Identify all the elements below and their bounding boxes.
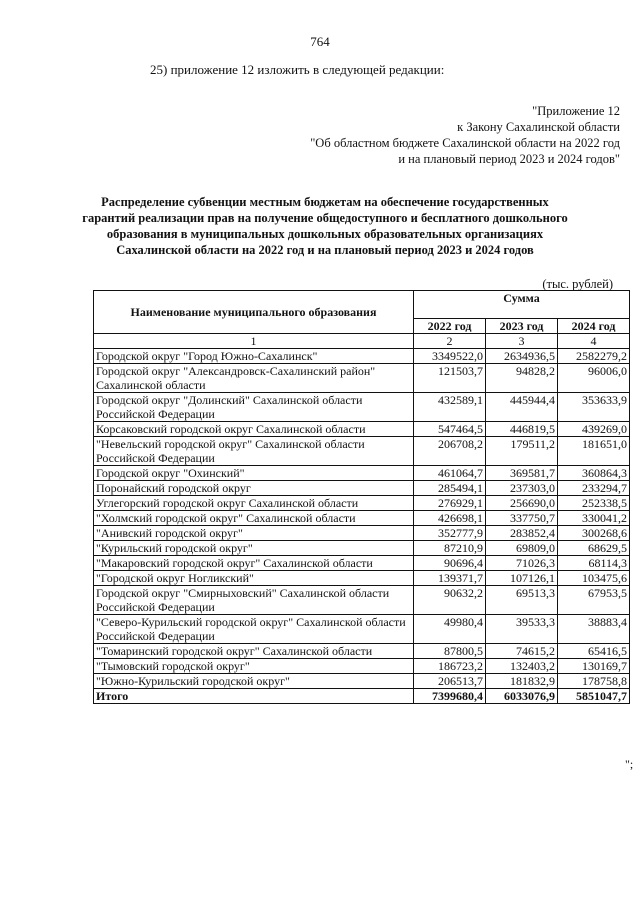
- header-municipality: Наименование муниципального образования: [94, 291, 414, 334]
- value-2024: 103475,6: [558, 571, 630, 586]
- closing-quote: ";: [625, 757, 634, 771]
- value-2023: 283852,4: [486, 526, 558, 541]
- municipality-name: Городской округ "Город Южно-Сахалинск": [94, 349, 414, 364]
- header-year-2022: 2022 год: [414, 319, 486, 334]
- value-2023: 94828,2: [486, 364, 558, 393]
- value-2022: 206513,7: [414, 674, 486, 689]
- municipality-name: "Макаровский городской округ" Сахалинской области: [94, 556, 414, 571]
- table-row: [94, 511, 630, 526]
- value-2022: 121503,7: [414, 364, 486, 393]
- value-2022: 432589,1: [414, 393, 486, 422]
- municipality-name: "Холмский городской округ" Сахалинской области: [94, 511, 414, 526]
- value-2024: 38883,4: [558, 615, 630, 644]
- column-number: 2: [414, 334, 486, 349]
- appendix-line-1: "Приложение 12: [532, 104, 620, 118]
- value-2022: 547464,5: [414, 422, 486, 437]
- value-2023: 369581,7: [486, 466, 558, 481]
- title-line-4: Сахалинской области на 2022 год и на плановый период 2023 и 2024 годов: [116, 243, 534, 257]
- municipality-name: "Тымовский городской округ": [94, 659, 414, 674]
- value-2023: 445944,4: [486, 393, 558, 422]
- value-2024: 233294,7: [558, 481, 630, 496]
- value-2024: 2582279,2: [558, 349, 630, 364]
- column-number: 3: [486, 334, 558, 349]
- municipality-name: Городской округ "Смирныховский" Сахалинской области Российской Федерации: [94, 586, 414, 615]
- title-line-1: Распределение субвенции местным бюджетам на обеспечение государственных: [101, 195, 549, 209]
- value-2024: 439269,0: [558, 422, 630, 437]
- intro-text: 25) приложение 12 изложить в следующей редакции:: [150, 62, 445, 77]
- municipality-name: "Анивский городской округ": [94, 526, 414, 541]
- municipality-name: "Томаринский городской округ" Сахалинской области: [94, 644, 414, 659]
- value-2023: 256690,0: [486, 496, 558, 511]
- value-2024: 96006,0: [558, 364, 630, 393]
- value-2022: 352777,9: [414, 526, 486, 541]
- header-sum: Сумма: [414, 291, 630, 319]
- value-2023: 74615,2: [486, 644, 558, 659]
- value-2022: 90632,2: [414, 586, 486, 615]
- value-2023: 179511,2: [486, 437, 558, 466]
- column-number: 4: [558, 334, 630, 349]
- municipality-name: Корсаковский городской округ Сахалинской области: [94, 422, 414, 437]
- value-2024: 300268,6: [558, 526, 630, 541]
- table-row: [94, 364, 630, 393]
- value-2023: 107126,1: [486, 571, 558, 586]
- table-row: [94, 556, 630, 571]
- value-2023: 69809,0: [486, 541, 558, 556]
- municipality-name: "Северо-Курильский городской округ" Сахалинской области Российской Федерации: [94, 615, 414, 644]
- value-2022: 285494,1: [414, 481, 486, 496]
- total-2022: 7399680,4: [414, 689, 486, 704]
- table-body: [94, 349, 630, 689]
- value-2023: 39533,3: [486, 615, 558, 644]
- value-2023: 69513,3: [486, 586, 558, 615]
- value-2022: 139371,7: [414, 571, 486, 586]
- value-2024: 65416,5: [558, 644, 630, 659]
- value-2023: 71026,3: [486, 556, 558, 571]
- value-2022: 426698,1: [414, 511, 486, 526]
- table-row: [94, 541, 630, 556]
- value-2023: 237303,0: [486, 481, 558, 496]
- subvention-table: [93, 290, 630, 704]
- header-year-2023: 2023 год: [486, 319, 558, 334]
- table-row: [94, 571, 630, 586]
- table-row: [94, 437, 630, 466]
- total-2023: 6033076,9: [486, 689, 558, 704]
- units-label: (тыс. рублей): [542, 277, 613, 291]
- header-year-2024: 2024 год: [558, 319, 630, 334]
- value-2022: 276929,1: [414, 496, 486, 511]
- table-row: [94, 674, 630, 689]
- municipality-name: Углегорский городской округ Сахалинской области: [94, 496, 414, 511]
- municipality-name: "Невельский городской округ" Сахалинской области Российской Федерации: [94, 437, 414, 466]
- table-row: [94, 422, 630, 437]
- value-2023: 181832,9: [486, 674, 558, 689]
- municipality-name: Городской округ "Долинский" Сахалинской области Российской Федерации: [94, 393, 414, 422]
- table-row: [94, 349, 630, 364]
- total-2024: 5851047,7: [558, 689, 630, 704]
- total-label: Итого: [94, 689, 414, 704]
- value-2024: 252338,5: [558, 496, 630, 511]
- value-2023: 2634936,5: [486, 349, 558, 364]
- table-row: [94, 644, 630, 659]
- value-2022: 87800,5: [414, 644, 486, 659]
- title-line-3: образования в муниципальных дошкольных образовательных организациях: [106, 227, 544, 241]
- table-row: [94, 393, 630, 422]
- table-row: [94, 466, 630, 481]
- value-2022: 186723,2: [414, 659, 486, 674]
- page-number: 764: [310, 34, 330, 49]
- table-row: [94, 586, 630, 615]
- value-2022: 206708,2: [414, 437, 486, 466]
- table-row: [94, 659, 630, 674]
- value-2024: 353633,9: [558, 393, 630, 422]
- table-row: [94, 481, 630, 496]
- table-row: [94, 615, 630, 644]
- appendix-line-2: к Закону Сахалинской области: [457, 120, 620, 134]
- municipality-name: Поронайский городской округ: [94, 481, 414, 496]
- appendix-reference: [260, 103, 620, 167]
- value-2024: 68629,5: [558, 541, 630, 556]
- column-number: 1: [94, 334, 414, 349]
- value-2022: 461064,7: [414, 466, 486, 481]
- municipality-name: "Курильский городской округ": [94, 541, 414, 556]
- value-2022: 49980,4: [414, 615, 486, 644]
- municipality-name: "Городской округ Ногликский": [94, 571, 414, 586]
- document-title: [70, 194, 580, 258]
- value-2024: 181651,0: [558, 437, 630, 466]
- value-2024: 360864,3: [558, 466, 630, 481]
- value-2023: 446819,5: [486, 422, 558, 437]
- municipality-name: Городской округ "Александровск-Сахалинский район" Сахалинской области: [94, 364, 414, 393]
- appendix-line-4: и на плановый период 2023 и 2024 годов": [398, 152, 620, 166]
- total-row: [94, 689, 630, 704]
- value-2024: 178758,8: [558, 674, 630, 689]
- appendix-line-3: "Об областном бюджете Сахалинской области на 2022 год: [310, 136, 620, 150]
- municipality-name: "Южно-Курильский городской округ": [94, 674, 414, 689]
- value-2024: 130169,7: [558, 659, 630, 674]
- title-line-2: гарантий реализации прав на получение общедоступного и бесплатного дошкольного: [82, 211, 568, 225]
- table-row: [94, 496, 630, 511]
- value-2023: 132403,2: [486, 659, 558, 674]
- value-2024: 330041,2: [558, 511, 630, 526]
- table-row: [94, 526, 630, 541]
- value-2022: 87210,9: [414, 541, 486, 556]
- municipality-name: Городской округ "Охинский": [94, 466, 414, 481]
- value-2023: 337750,7: [486, 511, 558, 526]
- value-2022: 90696,4: [414, 556, 486, 571]
- value-2022: 3349522,0: [414, 349, 486, 364]
- value-2024: 67953,5: [558, 586, 630, 615]
- value-2024: 68114,3: [558, 556, 630, 571]
